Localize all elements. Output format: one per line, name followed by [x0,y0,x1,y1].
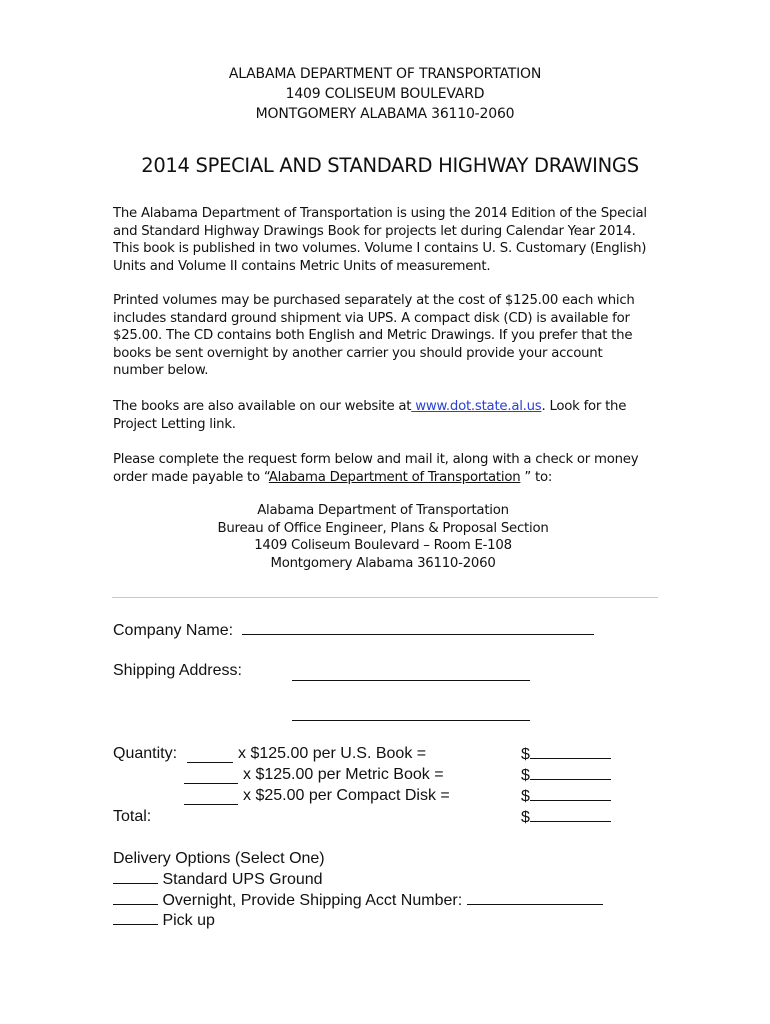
shipping-address-field-2[interactable] [292,707,530,721]
website-link[interactable]: www.dot.state.al.us [411,399,542,414]
metric-book-quantity-field[interactable] [184,770,238,784]
cd-price-text: x $25.00 per Compact Disk = [243,787,450,804]
address-line-2: Bureau of Office Engineer, Plans & Proposal Section [217,520,549,536]
header-org-name: ALABAMA DEPARTMENT OF TRANSPORTATION [228,66,542,82]
payee-name: Alabama Department of Transportation [268,469,521,485]
metric-book-currency: $ [521,767,530,784]
mailing-address [113,502,653,572]
metric-book-total-field[interactable] [530,766,611,780]
option-overnight-checkbox[interactable] [113,891,158,905]
grand-total-field[interactable] [530,808,611,822]
quantity-label: Quantity: [113,745,178,762]
header-city: MONTGOMERY ALABAMA 36110-2060 [255,106,515,122]
address-line-4: Montgomery Alabama 36110-2060 [270,555,496,571]
website-text-after: . Look for the Project Letting link. [113,399,627,432]
instructions-text-before: Please complete the request form below and mail it, along with a check or money order made payable to “ [113,452,639,485]
option-ups-label: Standard UPS Ground [162,871,323,888]
option-pickup-checkbox[interactable] [113,911,158,925]
shipping-address-field-1[interactable] [292,667,530,681]
cd-currency: $ [521,788,530,805]
option-overnight-label: Overnight, Provide Shipping Acct Number: [162,892,463,909]
instructions-paragraph [113,451,653,486]
us-book-quantity-field[interactable] [187,749,233,763]
address-line-3: 1409 Coliseum Boulevard – Room E-108 [254,538,512,554]
letterhead [0,64,770,124]
us-book-total-field[interactable] [530,745,611,759]
section-divider [112,597,658,598]
grand-total-currency: $ [521,809,530,826]
shipping-address-label: Shipping Address: [113,662,242,679]
option-ups-checkbox[interactable] [113,870,158,884]
company-name-field[interactable] [242,621,594,635]
company-name-row [113,621,594,640]
metric-book-price-text: x $125.00 per Metric Book = [243,766,444,783]
cd-total-field[interactable] [530,787,611,801]
website-paragraph [113,398,653,433]
cd-quantity-field[interactable] [184,791,238,805]
pricing-paragraph: Printed volumes may be purchased separately at the cost of $125.00 each which includes standard ground shipment via UPS. A compact disk (CD) is available for $25.00. The CD contains both English and Metric Drawings. If you prefer that the books be sent overnight by another carrier you should provide your account number below. [113,293,635,379]
option-overnight-row [113,891,603,910]
us-book-price-text: x $125.00 per U.S. Book = [238,745,427,762]
delivery-options-heading: Delivery Options (Select One) [113,850,325,867]
document-title: 2014 SPECIAL AND STANDARD HIGHWAY DRAWINGS [141,154,639,177]
shipping-account-number-field[interactable] [467,891,603,905]
grand-total-row [521,808,611,827]
header-street: 1409 COLISEUM BOULEVARD [285,86,485,102]
intro-paragraph: The Alabama Department of Transportation is using the 2014 Edition of the Special and Standard Highway Drawings Book for projects let during Calendar Year 2014. This book is published in two volumes. Volume I contains U. S. Customary (English) Units and Volume II contains Metric Units of measurement. [113,206,647,274]
option-pickup-label: Pick up [162,912,215,929]
cd-total-row [521,787,611,806]
website-text-before: The books are also available on our website at [113,399,412,414]
option-pickup-row [113,911,215,930]
total-label: Total: [113,808,152,825]
us-book-currency: $ [521,746,530,763]
company-name-label: Company Name: [113,622,234,639]
us-book-total-row [521,745,611,764]
option-ups-row [113,870,323,889]
metric-book-total-row [521,766,611,785]
instructions-text-after: ” to: [520,469,553,485]
address-line-1: Alabama Department of Transportation [257,503,509,518]
